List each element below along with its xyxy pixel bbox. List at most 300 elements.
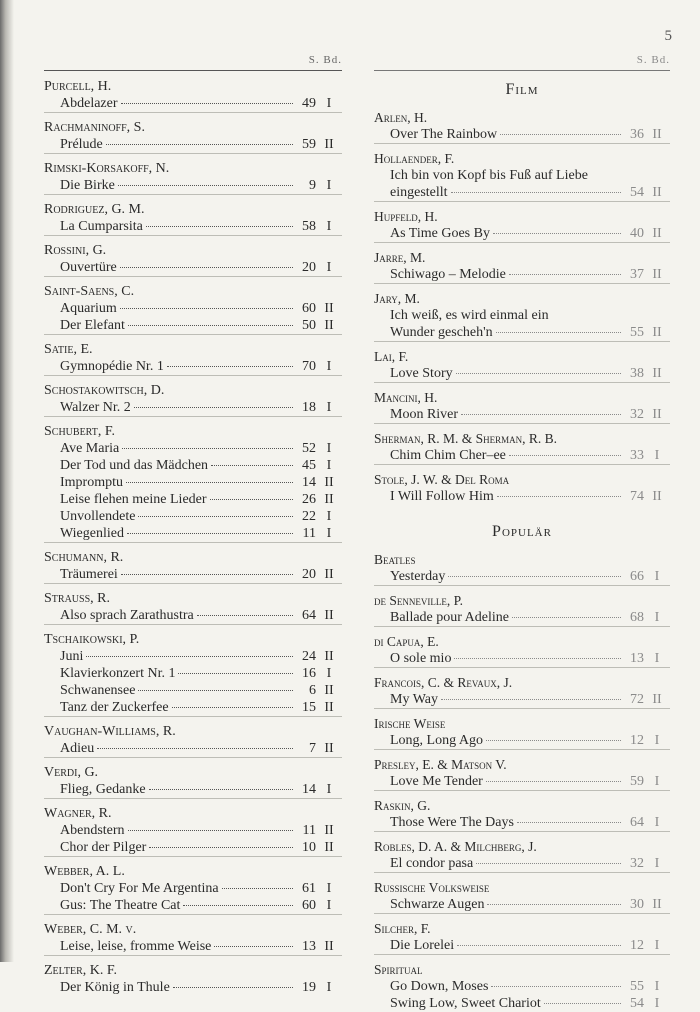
composer-name: Wagner, R. <box>44 798 342 822</box>
piece-title: eingestellt <box>390 185 448 200</box>
volume-number: I <box>654 610 660 625</box>
piece-row <box>44 822 342 839</box>
composer-name: Verdi, G. <box>44 757 342 781</box>
dot-leader <box>121 103 293 104</box>
index-entry <box>374 549 670 585</box>
page-number-ref: 59 <box>302 137 316 152</box>
piece-row <box>374 609 670 626</box>
dot-leader <box>138 690 293 691</box>
composer-name: di Capua, E. <box>374 626 670 650</box>
piece-title: Wiegenlied <box>60 526 124 541</box>
piece-row <box>374 184 670 201</box>
page-number-ref: 19 <box>302 980 316 995</box>
dot-leader <box>497 496 621 497</box>
page-number-ref: 36 <box>630 127 644 142</box>
composer-name: Webber, A. L. <box>44 856 342 880</box>
composer-name: Rimski-Korsakoff, N. <box>44 153 342 177</box>
composer-name: Zelter, K. F. <box>44 955 342 979</box>
volume-number: II <box>324 492 334 507</box>
piece-row <box>44 218 342 235</box>
index-entry <box>44 955 342 996</box>
volume-number: II <box>652 267 662 282</box>
volume-number: I <box>326 178 332 193</box>
piece-row <box>44 781 342 798</box>
composer-name: Purcell, H. <box>44 79 112 94</box>
page-number-ref: 12 <box>630 733 644 748</box>
dot-leader <box>183 905 293 906</box>
volume-number: I <box>326 96 332 111</box>
piece-row <box>44 607 342 624</box>
composer-name: Schumann, R. <box>44 542 342 566</box>
dot-leader <box>476 863 621 864</box>
piece-title-line: Ich bin von Kopf bis Fuß auf Liebe <box>390 168 588 183</box>
volume-number: I <box>326 666 332 681</box>
dot-leader <box>127 533 293 534</box>
piece-title: Klavierkonzert Nr. 1 <box>60 666 176 681</box>
piece-title: Ballade pour Adeline <box>390 610 509 625</box>
index-entry <box>44 914 342 955</box>
index-entry <box>374 423 670 464</box>
dot-leader <box>222 888 293 889</box>
composer-name: Mancini, H. <box>374 382 670 406</box>
piece-row <box>374 650 670 667</box>
dot-leader <box>126 482 293 483</box>
piece-title-line: Ich weiß, es wird einmal ein <box>390 308 549 323</box>
piece-title: Walzer Nr. 2 <box>60 400 131 415</box>
page-number-ref: 58 <box>302 219 316 234</box>
piece-row <box>44 665 342 682</box>
dot-leader <box>491 986 621 987</box>
composer-name: Spiritual <box>374 954 670 978</box>
piece-title: As Time Goes By <box>390 226 490 241</box>
volume-number: I <box>326 782 332 797</box>
piece-row <box>44 525 342 542</box>
index-entry <box>374 749 670 790</box>
volume-number: I <box>326 898 332 913</box>
volume-number: II <box>652 897 662 912</box>
volume-number: II <box>324 475 334 490</box>
composer-name: Lai, F. <box>374 341 670 365</box>
composer-name: Robles, D. A. & Milchberg, J. <box>374 831 670 855</box>
piece-title: Leise, leise, fromme Weise <box>60 939 212 954</box>
composer-name: Schostakowitsch, D. <box>44 375 342 399</box>
page-number-ref: 68 <box>630 610 644 625</box>
piece-title: Aquarium <box>60 301 117 316</box>
right-column <box>374 52 670 1012</box>
dot-leader <box>97 748 293 749</box>
dot-leader <box>120 308 293 309</box>
composer-name: Jarre, M. <box>374 242 670 266</box>
composer-name: Rachmaninoff, S. <box>44 112 342 136</box>
piece-title: Juni <box>60 649 84 664</box>
piece-row <box>44 566 342 583</box>
volume-number: I <box>326 359 332 374</box>
page-number-ref: 22 <box>302 509 316 524</box>
volume-number: I <box>654 815 660 830</box>
dot-leader <box>461 414 621 415</box>
volume-number: II <box>652 407 662 422</box>
dot-leader <box>486 740 621 741</box>
composer-name: Jary, M. <box>374 283 670 307</box>
volume-number: II <box>324 840 334 855</box>
page-number-ref: 32 <box>630 856 644 871</box>
dot-leader <box>451 192 621 193</box>
piece-title: Over The Rainbow <box>390 127 498 142</box>
page-number-ref: 20 <box>302 567 316 582</box>
piece-title: O sole mio <box>390 651 452 666</box>
dot-leader <box>457 945 621 946</box>
dot-leader <box>509 274 621 275</box>
piece-title: Don't Cry For Me Argentina <box>60 881 219 896</box>
dot-leader <box>120 267 293 268</box>
volume-number: I <box>654 651 660 666</box>
page-number-ref: 32 <box>630 407 644 422</box>
composer-name: Hollaender, F. <box>374 143 670 167</box>
page-number-ref: 14 <box>302 782 316 797</box>
piece-title: Ave Maria <box>60 441 120 456</box>
volume-number: I <box>654 856 660 871</box>
volume-number: I <box>326 219 332 234</box>
dot-leader <box>211 465 293 466</box>
piece-row <box>44 682 342 699</box>
index-entry <box>44 624 342 716</box>
volume-number: I <box>326 881 332 896</box>
dot-leader <box>86 656 293 657</box>
page-number: 5 <box>664 28 672 44</box>
index-entry <box>44 375 342 416</box>
index-entry <box>374 831 670 872</box>
piece-row <box>374 978 670 995</box>
index-entry <box>374 585 670 626</box>
piece-title: Gus: The Theatre Cat <box>60 898 181 913</box>
dot-leader <box>138 516 293 517</box>
page-number-ref: 16 <box>302 666 316 681</box>
index-entry <box>44 112 342 153</box>
piece-title: Love Story <box>390 366 453 381</box>
composer-name: Presley, E. & Matson V. <box>374 749 670 773</box>
piece-title: Leise flehen meine Lieder <box>60 492 207 507</box>
page-number-ref: 49 <box>302 96 316 111</box>
index-entry <box>374 464 670 505</box>
page-number-ref: 18 <box>302 400 316 415</box>
composer-name: Satie, E. <box>44 334 342 358</box>
column-header: S. Bd. <box>374 52 670 71</box>
piece-title: Schwarze Augen <box>390 897 485 912</box>
index-entry <box>44 334 342 375</box>
piece-row <box>374 855 670 872</box>
volume-number: II <box>324 567 334 582</box>
page-number-ref: 60 <box>302 301 316 316</box>
page-number-ref: 30 <box>630 897 644 912</box>
composer-name: Stole, J. W. & Del Roma <box>374 464 670 488</box>
page-number-ref: 55 <box>630 979 644 994</box>
dot-leader <box>544 1003 621 1004</box>
page-number-ref: 61 <box>302 881 316 896</box>
piece-title: Chim Chim Cher–ee <box>390 448 506 463</box>
dot-leader <box>214 946 293 947</box>
piece-row <box>374 732 670 749</box>
volume-number: II <box>652 489 662 504</box>
piece-title: Die Lorelei <box>390 938 455 953</box>
dot-leader <box>496 332 621 333</box>
composer-name: Sherman, R. M. & Sherman, R. B. <box>374 423 670 447</box>
dot-leader <box>178 673 293 674</box>
index-entry <box>374 872 670 913</box>
composer-name: Raskin, G. <box>374 790 670 814</box>
piece-title: Impromptu <box>60 475 123 490</box>
column-header: S. Bd. <box>44 52 342 71</box>
piece-title: Abendstern <box>60 823 125 838</box>
page-number-ref: 55 <box>630 325 644 340</box>
piece-title: Wunder gescheh'n <box>390 325 493 340</box>
volume-number: I <box>654 569 660 584</box>
piece-row <box>44 440 342 457</box>
piece-row <box>44 648 342 665</box>
piece-row <box>44 699 342 716</box>
piece-title: La Cumparsita <box>60 219 143 234</box>
piece-title: I Will Follow Him <box>390 489 494 504</box>
piece-row <box>44 317 342 334</box>
page-number-ref: 45 <box>302 458 316 473</box>
piece-row <box>374 995 670 1012</box>
composer-name: Arlen, H. <box>374 110 428 125</box>
piece-row <box>44 839 342 856</box>
page-number-ref: 40 <box>630 226 644 241</box>
dot-leader <box>167 366 293 367</box>
page-number-ref: 12 <box>630 938 644 953</box>
volume-number: II <box>324 823 334 838</box>
piece-row <box>374 126 670 143</box>
dot-leader <box>454 658 621 659</box>
index-entry <box>374 143 670 201</box>
dot-leader <box>487 904 621 905</box>
page-number-ref: 6 <box>309 683 316 698</box>
dot-leader <box>118 185 293 186</box>
volume-number: II <box>652 185 662 200</box>
piece-title: Der Elefant <box>60 318 125 333</box>
volume-number: II <box>652 127 662 142</box>
volume-number: II <box>324 608 334 623</box>
composer-list <box>44 76 342 996</box>
dot-leader <box>173 987 293 988</box>
index-entry <box>44 542 342 583</box>
page-number-ref: 64 <box>302 608 316 623</box>
dot-leader <box>486 781 621 782</box>
index-entry <box>374 954 670 1012</box>
piece-row <box>374 814 670 831</box>
index-entry <box>374 667 670 708</box>
volume-number: I <box>326 400 332 415</box>
page-number-ref: 66 <box>630 569 644 584</box>
volume-number: II <box>652 366 662 381</box>
index-entry <box>44 416 342 542</box>
index-entry <box>44 235 342 276</box>
index-entry <box>374 626 670 667</box>
dot-leader <box>172 707 293 708</box>
piece-title: Schwanensee <box>60 683 136 698</box>
piece-title: Der Tod und das Mädchen <box>60 458 209 473</box>
index-entry <box>44 716 342 757</box>
piece-row <box>44 457 342 474</box>
piece-title: Gymnopédie Nr. 1 <box>60 359 164 374</box>
page-number-ref: 7 <box>309 741 316 756</box>
piece-row <box>44 259 342 276</box>
page-number-ref: 38 <box>630 366 644 381</box>
dot-leader <box>441 699 621 700</box>
composer-name: Silcher, F. <box>374 913 670 937</box>
piece-row <box>374 365 670 382</box>
volume-number: I <box>326 526 332 541</box>
piece-title: Tanz der Zuckerfee <box>60 700 169 715</box>
volume-number: II <box>652 692 662 707</box>
piece-title: Also sprach Zarathustra <box>60 608 194 623</box>
piece-title: Unvollendete <box>60 509 136 524</box>
dot-leader <box>128 830 293 831</box>
piece-row <box>374 937 670 954</box>
volume-number: II <box>324 741 334 756</box>
piece-row <box>44 979 342 996</box>
dot-leader <box>106 144 293 145</box>
volume-number: I <box>654 938 660 953</box>
dot-leader <box>197 615 293 616</box>
piece-title: Prélude <box>60 137 103 152</box>
piece-title: Adieu <box>60 741 95 756</box>
page-number-ref: 10 <box>302 840 316 855</box>
composer-name: Rossini, G. <box>44 235 342 259</box>
composer-name: Vaughan-Williams, R. <box>44 716 342 740</box>
composer-name: Hupfeld, H. <box>374 201 670 225</box>
piece-row <box>374 773 670 790</box>
piece-row <box>44 508 342 525</box>
volume-number: II <box>324 683 334 698</box>
piece-title: Der König in Thule <box>60 980 170 995</box>
piece-title: Abdelazer <box>60 96 118 111</box>
dot-leader <box>456 373 621 374</box>
page-number-ref: 70 <box>302 359 316 374</box>
index-entry <box>44 757 342 798</box>
piece-title: Moon River <box>390 407 459 422</box>
index-entry <box>374 790 670 831</box>
piece-row <box>44 897 342 914</box>
dot-leader <box>134 407 293 408</box>
composer-name: Irische Weise <box>374 708 670 732</box>
piece-row <box>44 474 342 491</box>
composer-name: Tschaikowski, P. <box>44 624 342 648</box>
page-number-ref: 52 <box>302 441 316 456</box>
volume-number: I <box>326 509 332 524</box>
volume-number: II <box>324 649 334 664</box>
piece-title: My Way <box>390 692 439 707</box>
dot-leader <box>493 233 621 234</box>
volume-number: I <box>326 980 332 995</box>
page-number-ref: 50 <box>302 318 316 333</box>
dot-leader <box>509 455 621 456</box>
dot-leader <box>149 789 293 790</box>
dot-leader <box>517 822 621 823</box>
composer-name: Schubert, F. <box>44 416 342 440</box>
index-entry <box>374 201 670 242</box>
index-entry <box>44 798 342 856</box>
volume-number: I <box>654 979 660 994</box>
composer-name: Saint-Saens, C. <box>44 276 342 300</box>
composer-name: Rodriguez, G. M. <box>44 194 342 218</box>
piece-row <box>44 358 342 375</box>
volume-number: II <box>324 137 334 152</box>
page-number-ref: 59 <box>630 774 644 789</box>
page-number-ref: 11 <box>302 823 316 838</box>
volume-number: I <box>326 260 332 275</box>
composer-name: Francois, C. & Revaux, J. <box>374 667 670 691</box>
index-entry <box>374 107 670 143</box>
piece-row <box>44 136 342 153</box>
index-entry <box>44 856 342 914</box>
piece-title: El condor pasa <box>390 856 474 871</box>
composer-name: de Senneville, P. <box>374 585 670 609</box>
page-number-ref: 11 <box>302 526 316 541</box>
volume-number: II <box>324 700 334 715</box>
dot-leader <box>128 325 293 326</box>
page-number-ref: 15 <box>302 700 316 715</box>
index-entry <box>44 153 342 194</box>
volume-number: I <box>326 458 332 473</box>
piece-title: Die Birke <box>60 178 115 193</box>
piece-row <box>374 266 670 283</box>
page-number-ref: 14 <box>302 475 316 490</box>
popular-list <box>374 549 670 1012</box>
piece-row <box>374 488 670 505</box>
volume-number: I <box>654 448 660 463</box>
page-number-ref: 13 <box>302 939 316 954</box>
piece-row <box>44 740 342 757</box>
page-number-ref: 24 <box>302 649 316 664</box>
index-entry <box>374 283 670 341</box>
page-number-ref: 72 <box>630 692 644 707</box>
piece-row <box>44 300 342 317</box>
composer-name: Strauß, R. <box>44 583 342 607</box>
index-entry <box>374 242 670 283</box>
volume-number: II <box>324 301 334 316</box>
piece-title: Flieg, Gedanke <box>60 782 146 797</box>
dot-leader <box>149 847 293 848</box>
piece-title: Yesterday <box>390 569 446 584</box>
piece-title: Swing Low, Sweet Chariot <box>390 996 541 1011</box>
index-entry <box>374 913 670 954</box>
section-title-popular: Populär <box>492 523 552 540</box>
page-number-ref: 26 <box>302 492 316 507</box>
piece-row <box>44 177 342 194</box>
dot-leader <box>500 134 621 135</box>
piece-title: Träumerei <box>60 567 118 582</box>
page-number-ref: 37 <box>630 267 644 282</box>
volume-number: I <box>654 733 660 748</box>
page-number-ref: 54 <box>630 996 644 1011</box>
index-entry <box>44 76 342 112</box>
composer-name: Weber, C. M. v. <box>44 914 342 938</box>
page-number-ref: 74 <box>630 489 644 504</box>
piece-row <box>44 95 342 112</box>
index-entry <box>374 382 670 423</box>
dot-leader <box>512 617 621 618</box>
page-number-ref: 9 <box>309 178 316 193</box>
piece-row <box>44 399 342 416</box>
composer-name: Russische Volksweise <box>374 872 670 896</box>
volume-number: I <box>654 774 660 789</box>
index-entry <box>44 276 342 334</box>
page-number-ref: 13 <box>630 651 644 666</box>
piece-row <box>374 568 670 585</box>
index-entry <box>44 194 342 235</box>
piece-row <box>44 880 342 897</box>
